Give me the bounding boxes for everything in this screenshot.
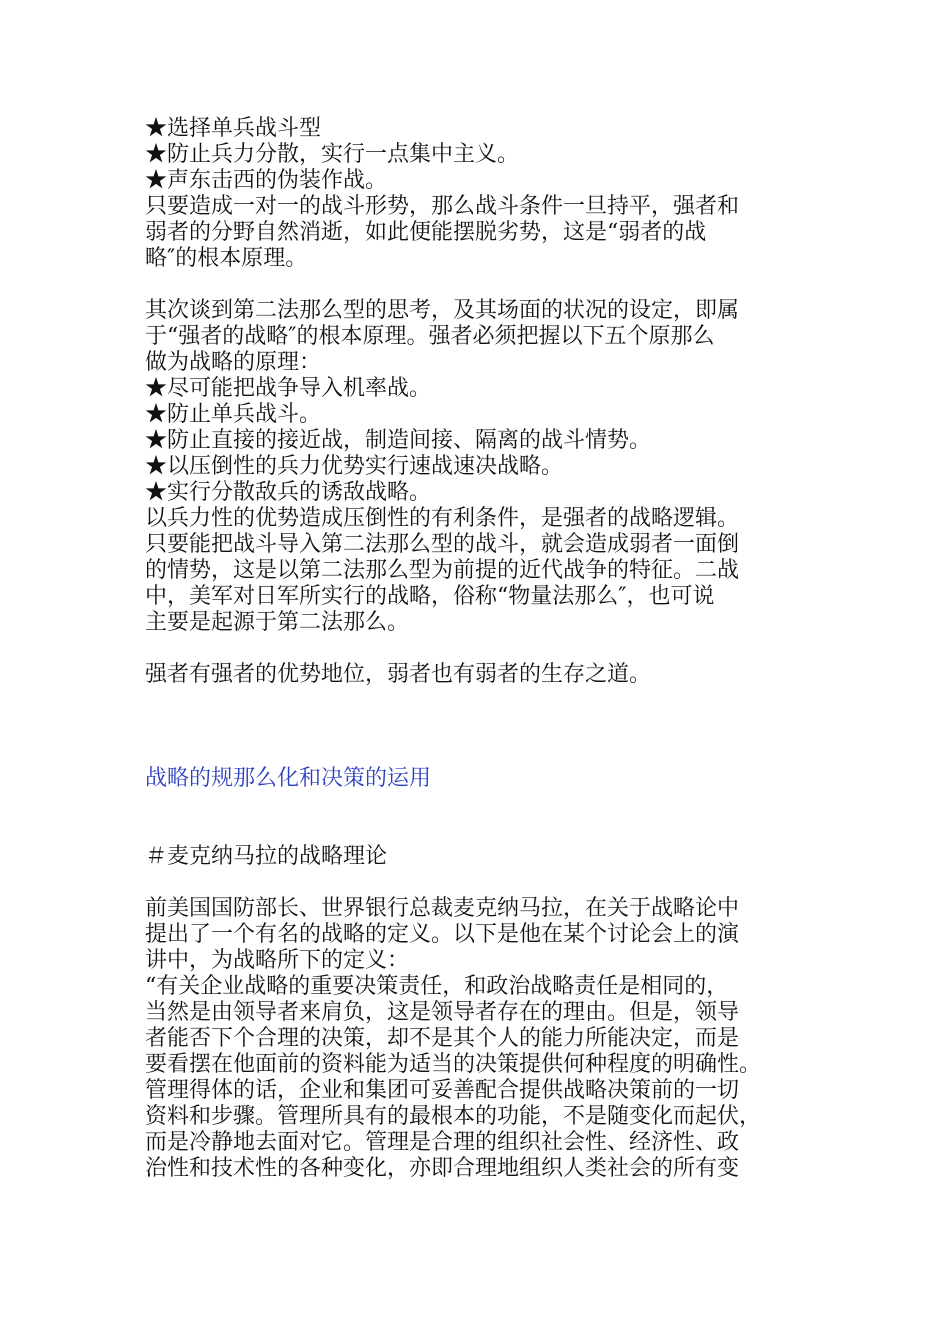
text-line: 提出了一个有名的战略的定义。以下是他在某个讨论会上的演 <box>145 922 740 947</box>
text-line: ★尽可能把战争导入机率战。 <box>145 376 432 401</box>
text-line: 者能否下个合理的决策，却不是其个人的能力所能决定，而是 <box>145 1026 740 1051</box>
text-line: ★声东击西的伪装作战。 <box>145 168 388 193</box>
text-line: 只要能把战斗导入第二法那么型的战斗，就会造成弱者一面倒 <box>145 532 740 557</box>
text-line: 略″的根本原理。 <box>145 246 308 271</box>
text-line: 要看摆在他面前的资料能为适当的决策提供何种程度的明确性。 <box>145 1052 762 1077</box>
text-line: 做为战略的原理： <box>145 350 322 375</box>
text-line: 管理得体的话，企业和集团可妥善配合提供战略决策前的一切 <box>145 1078 740 1103</box>
text-line: ★防止直接的接近战，制造间接、隔离的战斗情势。 <box>145 428 652 453</box>
paragraph-weak-strategy <box>145 116 825 272</box>
paragraph-strong-strategy <box>145 298 825 636</box>
text-line: 治性和技术性的各种变化，亦即合理地组织人类社会的所有变 <box>145 1156 740 1181</box>
text-line: 弱者的分野自然消逝，如此便能摆脱劣势，这是“弱者的战 <box>145 220 707 245</box>
text-line: ★防止单兵战斗。 <box>145 402 322 427</box>
spacer <box>145 792 825 844</box>
text-line: 而是冷静地去面对它。管理是合理的组织社会性、经济性、政 <box>145 1130 740 1155</box>
text-line: “有关企业战略的重要决策责任，和政治战略责任是相同的， <box>145 974 729 999</box>
text-line: 资料和步骤。管理所具有的最根本的功能，不是随变化而起伏， <box>145 1104 762 1129</box>
text-line: 的情势，这是以第二法那么型为前提的近代战争的特征。二战 <box>145 558 740 583</box>
blank-line <box>145 870 825 896</box>
text-line: ★以压倒性的兵力优势实行速战速决战略。 <box>145 454 564 479</box>
text-line: 当然是由领导者来肩负，这是领导者存在的理由。但是，领导 <box>145 1000 740 1025</box>
section-heading: 战略的规那么化和决策的运用 <box>145 766 432 791</box>
text-line: ★选择单兵战斗型 <box>145 116 322 141</box>
paragraph-mcnamara <box>145 896 825 1182</box>
text-line: 其次谈到第二法那么型的思考，及其场面的状况的设定，即属 <box>145 298 740 323</box>
spacer <box>145 688 825 766</box>
text-line: 主要是起源于第二法那么。 <box>145 610 410 635</box>
blank-line <box>145 272 825 298</box>
blank-line <box>145 636 825 662</box>
text-line: 中，美军对日军所实行的战略，俗称“物量法那么″，也可说 <box>145 584 715 609</box>
text-line: 于“强者的战略″的根本原理。强者必须把握以下五个原那么 <box>145 324 715 349</box>
text-line: ★实行分散敌兵的诱敌战略。 <box>145 480 432 505</box>
document-page <box>145 116 825 1182</box>
paragraph-conclusion: 强者有强者的优势地位，弱者也有弱者的生存之道。 <box>145 662 652 687</box>
text-line: 前美国国防部长、世界银行总裁麦克纳马拉，在关于战略论中 <box>145 896 740 921</box>
text-line: 只要造成一对一的战斗形势，那么战斗条件一旦持平，强者和 <box>145 194 740 219</box>
sub-heading: ＃麦克纳马拉的战略理论 <box>145 844 388 869</box>
text-line: ★防止兵力分散，实行一点集中主义。 <box>145 142 520 167</box>
text-line: 以兵力性的优势造成压倒性的有利条件，是强者的战略逻辑。 <box>145 506 740 531</box>
text-line: 讲中，为战略所下的定义： <box>145 948 410 973</box>
